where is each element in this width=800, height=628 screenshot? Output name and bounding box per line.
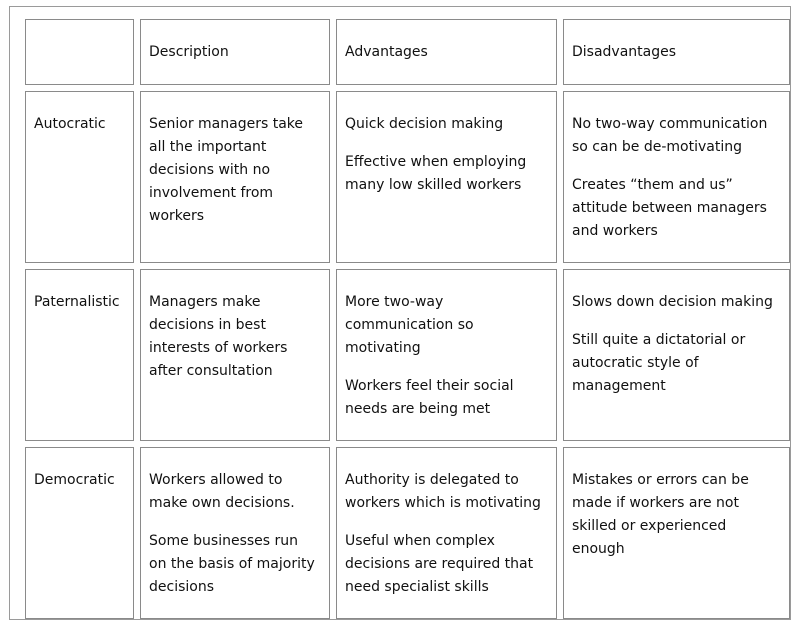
description-cell (140, 91, 330, 263)
description-text: Workers allowed to make own decisions. (149, 472, 295, 511)
leadership-styles-table (19, 13, 796, 625)
advantage-text: Authority is delegated to workers which is motivating (345, 472, 541, 511)
header-cell-advantages: Advantages (336, 19, 557, 85)
table-row (25, 91, 790, 263)
description-text: Some businesses run on the basis of majority decisions (149, 533, 315, 595)
disadvantages-cell (563, 91, 790, 263)
table-header-row (25, 19, 790, 85)
description-cell (140, 447, 330, 619)
advantage-text: Useful when complex decisions are required that need specialist skills (345, 533, 534, 595)
table-row (25, 269, 790, 441)
description-text: Senior managers take all the important decisions with no involvement from workers (149, 116, 303, 224)
disadvantage-text: Mistakes or errors can be made if workers are not skilled or experienced enough (572, 472, 749, 557)
disadvantages-cell (563, 269, 790, 441)
style-cell: Democratic (25, 447, 134, 619)
style-cell: Autocratic (25, 91, 134, 263)
header-cell-empty (25, 19, 134, 85)
disadvantage-text: Still quite a dictatorial or autocratic style of management (572, 332, 746, 394)
style-cell: Paternalistic (25, 269, 134, 441)
advantages-cell (336, 91, 557, 263)
header-cell-disadvantages: Disadvantages (563, 19, 790, 85)
disadvantage-text: Slows down decision making (572, 294, 773, 310)
advantage-text: Quick decision making (345, 116, 504, 132)
header-cell-description: Description (140, 19, 330, 85)
advantage-text: Effective when employing many low skilled workers (345, 154, 527, 193)
disadvantage-text: Creates “them and us” attitude between managers and workers (572, 177, 767, 239)
description-cell (140, 269, 330, 441)
advantages-cell (336, 447, 557, 619)
advantage-text: Workers feel their social needs are being met (345, 378, 514, 417)
disadvantage-text: No two-way communication so can be de-motivating (572, 116, 768, 155)
description-text: Managers make decisions in best interests of workers after consultation (149, 294, 288, 379)
table-frame (9, 6, 791, 620)
advantage-text: More two-way communication so motivating (345, 294, 474, 356)
table-row (25, 447, 790, 619)
advantages-cell (336, 269, 557, 441)
disadvantages-cell (563, 447, 790, 619)
